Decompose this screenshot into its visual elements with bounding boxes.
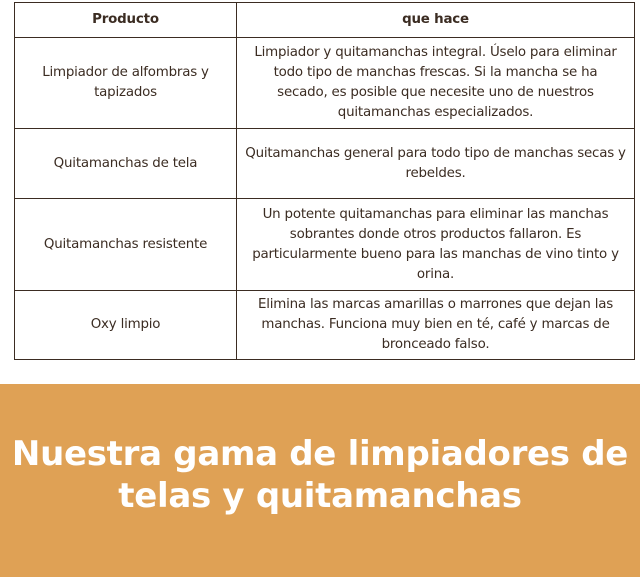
products-table bbox=[14, 2, 635, 360]
product-description: Limpiador y quitamanchas integral. Úselo para eliminar todo tipo de manchas frescas. Si la mancha se ha secado, es posible que necesite uno de nuestros quitamanchas especializados. bbox=[237, 38, 635, 129]
table-row bbox=[15, 38, 635, 129]
product-name: Oxy limpio bbox=[15, 291, 237, 360]
banner bbox=[0, 384, 640, 577]
table-header-row bbox=[15, 3, 635, 38]
product-description: Un potente quitamanchas para eliminar las manchas sobrantes donde otros productos fallaron. Es particularmente bueno para las manchas de vino tinto y orina. bbox=[237, 199, 635, 291]
table-row bbox=[15, 291, 635, 360]
table-row bbox=[15, 199, 635, 291]
banner-title: Nuestra gama de limpiadores de telas y quitamanchas bbox=[11, 433, 629, 516]
product-name: Limpiador de alfombras y tapizados bbox=[15, 38, 237, 129]
product-description: Quitamanchas general para todo tipo de manchas secas y rebeldes. bbox=[237, 129, 635, 199]
header-description: que hace bbox=[237, 3, 635, 38]
product-description: Elimina las marcas amarillas o marrones que dejan las manchas. Funciona muy bien en té, café y marcas de bronceado falso. bbox=[237, 291, 635, 360]
product-name: Quitamanchas de tela bbox=[15, 129, 237, 199]
header-product: Producto bbox=[15, 3, 237, 38]
table-row bbox=[15, 129, 635, 199]
product-name: Quitamanchas resistente bbox=[15, 199, 237, 291]
